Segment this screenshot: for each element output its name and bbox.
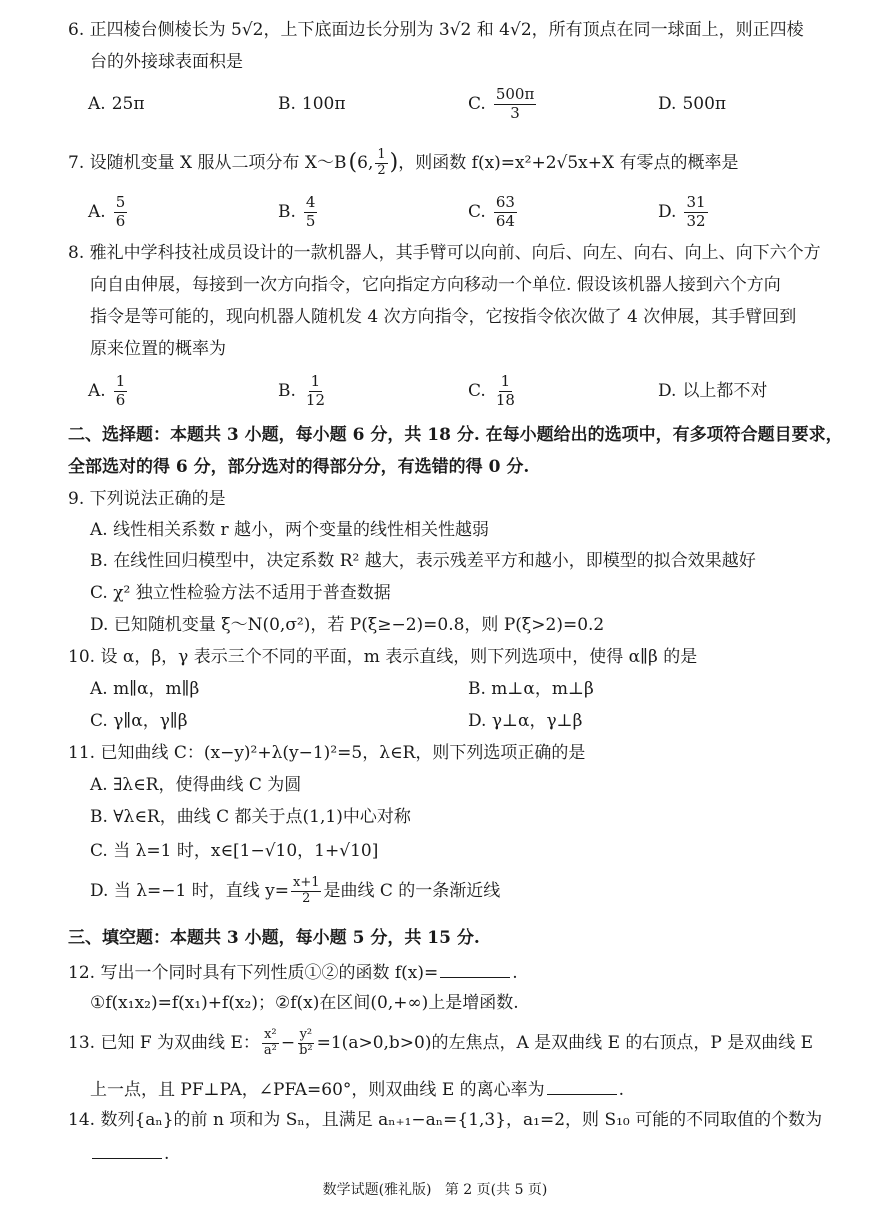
fraction-denominator: 12 [305,390,325,409]
fraction-denominator: 32 [686,211,706,230]
minus-sign: − [280,1032,296,1053]
option-fraction [114,373,128,409]
fraction-denominator: 2 [377,162,386,178]
q10-option-d: D. γ⊥α，γ⊥β [468,711,583,731]
fraction-denominator: 18 [495,390,515,409]
q7-option-c [468,190,519,234]
fraction-denominator: 2 [302,890,311,906]
q9-option-b: B. 在线性回归模型中，决定系数 R² 越大，表示残差平方和越小，即模型的拟合效果越好 [90,551,756,571]
fraction-denominator: 5 [305,211,316,230]
q6-options [88,82,848,126]
q12-answer-blank[interactable] [440,963,510,978]
q10-option-a: A. m∥α，m∥β [90,679,200,699]
q13-answer-blank[interactable] [547,1080,617,1095]
q6-option-a [88,82,145,126]
q12-stem-text: 12. 写出一个同时具有下列性质①②的函数 f(x)= [68,963,439,983]
fraction-denominator: 6 [115,390,126,409]
fraction-numerator: 1 [377,147,386,162]
fraction-numerator: 500π [495,85,535,104]
fraction-denominator: 64 [495,211,515,230]
q6-option-c [468,82,538,126]
q8-stem-line3: 指令是等可能的，现向机器人随机发 4 次方向指令，它按指令依次做了 4 次伸展，其手臂回到 [90,307,797,327]
option-fraction [494,373,517,409]
paren-close: ) [389,150,399,176]
option-value: 以上都不对 [682,380,768,401]
fraction-denominator: 3 [510,103,520,122]
fraction-numerator: 1 [115,372,126,391]
fraction-numerator: 4 [305,193,316,212]
q6-stem-line2: 台的外接球表面积是 [90,52,243,72]
period: . [164,1144,170,1164]
fraction-numerator: x² [264,1027,277,1042]
option-label: A. [88,93,106,114]
q6-stem-line1: 6. 正四棱台侧棱长为 5√2，上下底面边长分别为 3√2 和 4√2，所有顶点在同一球面上，则正四棱 [68,20,804,40]
q8-stem-line4: 原来位置的概率为 [90,339,226,359]
option-fraction [304,373,327,409]
q11-option-d-pre: D. 当 λ=−1 时，直线 y= [90,880,289,901]
page-footer: 数学试题(雅礼版) 第 2 页(共 5 页) [322,1182,548,1198]
option-label: B. [278,380,296,401]
q10-option-b: B. m⊥α，m⊥β [468,679,594,699]
section3-header: 三、填空题：本题共 3 小题，每小题 5 分，共 15 分. [68,928,480,948]
section2-header-line1: 二、选择题：本题共 3 小题，每小题 6 分，共 18 分. 在每小题给出的选项中，有多项符合题目要求， [68,425,843,445]
q11-stem: 11. 已知曲线 C：(x−y)²+λ(y−1)²=5，λ∈R，则下列选项正确的是 [68,743,586,763]
q7-binom-n: 6 [357,152,368,173]
q7-stem-pre: 7. 设随机变量 X 服从二项分布 X～B [68,152,347,173]
option-fraction [114,194,128,230]
q8-option-d [658,369,767,413]
fraction-denominator: a² [263,1042,277,1058]
q7-option-a [88,190,129,234]
q7-binom-p [375,148,387,179]
q14-stem-line2 [90,1144,169,1163]
fraction-numerator: 5 [115,193,126,212]
option-label: B. [278,93,296,114]
option-label: A. [88,201,106,222]
option-label: C. [468,380,486,401]
q13-stem-text: 上一点，且 PF⊥PA，∠PFA=60°，则双曲线 E 的离心率为 [90,1080,545,1100]
option-label: A. [88,380,106,401]
q10-stem: 10. 设 α，β，γ 表示三个不同的平面，m 表示直线，则下列选项中，使得 α∥β 的是 [68,647,698,667]
option-fraction [494,86,537,122]
fraction-denominator: b² [299,1042,313,1058]
q9-stem: 9. 下列说法正确的是 [68,489,226,509]
q11-option-a: A. ∃λ∈R，使得曲线 C 为圆 [90,775,302,795]
q13-stem-line2 [90,1080,624,1099]
q8-option-c [468,369,519,413]
option-value: 100π [301,93,346,114]
q13-fraction-x [262,1028,279,1059]
q6-option-b [278,82,346,126]
q12-stem-line1 [68,963,518,982]
q13-fraction-y [297,1028,315,1059]
fraction-numerator: 1 [500,372,511,391]
q7-options [88,190,848,234]
q7-option-b [278,190,319,234]
option-label: B. [278,201,296,222]
q9-option-c: C. χ² 独立性检验方法不适用于普查数据 [90,583,391,603]
q8-option-a [88,369,129,413]
q14-stem-line1: 14. 数列{aₙ}的前 n 项和为 Sₙ，且满足 aₙ₊₁−aₙ={1,3}，a₁=2，则 S₁₀ 可能的不同取值的个数为 [68,1110,823,1130]
section2-header-line2: 全部选对的得 6 分，部分选对的得部分分，有选错的得 0 分. [68,457,530,477]
q13-stem-line1 [68,1028,813,1059]
option-label: C. [468,201,486,222]
q7-stem [68,148,739,179]
q9-option-a: A. 线性相关系数 r 越小，两个变量的线性相关性越弱 [90,520,490,540]
q8-stem-line2: 向自由伸展，每接到一次方向指令，它向指定方向移动一个单位. 假设该机器人接到六个方向 [90,275,781,295]
comma: , [367,152,374,173]
q7-option-d [658,190,710,234]
option-value: 500π [682,93,727,114]
q11-option-d-fraction [291,876,322,907]
option-label: D. [658,380,677,401]
q11-option-c: C. 当 λ=1 时，x∈[1−√10，1+√10] [90,841,379,861]
fraction-numerator: x+1 [292,875,320,890]
paren-open: ( [348,150,358,176]
fraction-denominator: 6 [115,211,126,230]
option-fraction [494,194,517,230]
q13-stem-post: =1(a>0,b>0)的左焦点，A 是双曲线 E 的右顶点，P 是双曲线 E [316,1032,814,1053]
q7-stem-post: ，则函数 f(x)=x²+2√5x+X 有零点的概率是 [398,152,739,173]
option-value: 25π [111,93,145,114]
q9-option-d: D. 已知随机变量 ξ～N(0,σ²)，若 P(ξ≥−2)=0.8，则 P(ξ>2)=0.2 [90,615,605,635]
option-label: D. [658,201,677,222]
fraction-numerator: 63 [495,193,515,212]
fraction-numerator: 1 [310,372,321,391]
fraction-numerator: y² [299,1027,313,1042]
q8-options [88,369,848,413]
q13-stem-pre: 13. 已知 F 为双曲线 E： [68,1032,260,1053]
q14-answer-blank[interactable] [92,1144,162,1159]
q10-option-c: C. γ∥α，γ∥β [90,711,188,731]
q12-stem-line2: ①f(x₁x₂)=f(x₁)+f(x₂)；②f(x)在区间(0,+∞)上是增函数. [90,993,519,1013]
q11-option-d [90,876,500,907]
option-fraction [684,194,707,230]
option-fraction [304,194,318,230]
q8-stem-line1: 8. 雅礼中学科技社成员设计的一款机器人，其手臂可以向前、向后、向左、向右、向上、向下六个方 [68,243,821,263]
option-label: C. [468,93,486,114]
q11-option-b: B. ∀λ∈R，曲线 C 都关于点(1,1)中心对称 [90,807,411,827]
q11-option-d-post: 是曲线 C 的一条渐近线 [323,880,501,901]
period: . [512,963,518,983]
fraction-numerator: 31 [686,193,706,212]
q6-option-d [658,82,726,126]
option-label: D. [658,93,677,114]
q8-option-b [278,369,329,413]
period: . [618,1080,625,1100]
